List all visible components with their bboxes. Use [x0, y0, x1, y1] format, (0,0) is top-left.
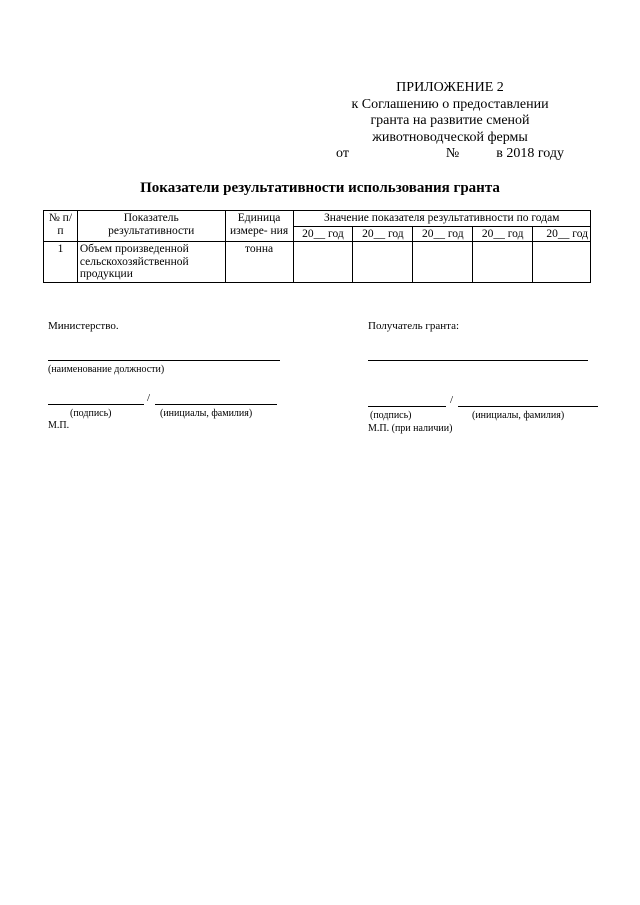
right-sign-caption: (подпись) — [370, 410, 412, 421]
left-stamp: М.П. — [48, 420, 70, 431]
row-value-cell[interactable] — [473, 242, 533, 283]
appendix-year: в 2018 году — [496, 146, 564, 161]
row-value-cell[interactable] — [353, 242, 413, 283]
right-slash: / — [450, 394, 454, 406]
recipient-name-line[interactable] — [368, 360, 588, 361]
left-signature-line[interactable] — [48, 404, 144, 405]
row-value-cell[interactable] — [413, 242, 473, 283]
year-label: 20__ год — [533, 226, 591, 242]
row-unit: тонна — [225, 242, 293, 283]
appendix-line-2: гранта на развитие сменой — [370, 113, 530, 128]
indicators-table — [43, 210, 591, 283]
position-caption: (наименование должности) — [48, 364, 165, 375]
left-sign-caption: (подпись) — [70, 408, 112, 419]
left-name-caption: (инициалы, фамилия) — [160, 408, 253, 419]
header-unit: Единица измере- ния — [225, 211, 293, 242]
table-header-row — [44, 211, 591, 227]
table-row — [44, 242, 591, 283]
left-name-line[interactable] — [155, 404, 277, 405]
position-line[interactable] — [48, 360, 280, 361]
appendix-line-3: животноводческой фермы — [372, 129, 528, 145]
row-value-cell[interactable] — [533, 242, 591, 283]
appendix-title: ПРИЛОЖЕНИЕ 2 — [396, 80, 504, 95]
header-num: № п/п — [44, 211, 78, 242]
year-label: 20__ год — [353, 226, 413, 242]
row-value-cell[interactable] — [293, 242, 353, 283]
row-indicator: Объем произведенной сельскохозяйственной продукции — [77, 242, 225, 283]
right-stamp: М.П. (при наличии) — [368, 423, 453, 434]
header-values: Значение показателя результативности по годам — [293, 211, 591, 227]
document-title: Показатели результативности использования гранта — [140, 180, 500, 196]
year-label: 20__ год — [473, 226, 533, 242]
appendix-number: № — [445, 146, 460, 161]
ministry-label: Министерство. — [48, 320, 119, 332]
appendix-line-1: к Соглашению о предоставлении — [351, 96, 549, 112]
appendix-header — [330, 80, 570, 163]
right-signature-line[interactable] — [368, 406, 446, 407]
right-name-line[interactable] — [458, 406, 598, 407]
recipient-label: Получатель гранта: — [368, 320, 460, 332]
appendix-date-line — [336, 146, 564, 163]
year-label: 20__ год — [413, 226, 473, 242]
left-slash: / — [147, 392, 151, 404]
row-num: 1 — [44, 242, 78, 283]
appendix-from: от — [336, 146, 349, 161]
right-name-caption: (инициалы, фамилия) — [472, 410, 565, 421]
header-indicator: Показатель результативности — [77, 211, 225, 242]
year-label: 20__ год — [293, 226, 353, 242]
